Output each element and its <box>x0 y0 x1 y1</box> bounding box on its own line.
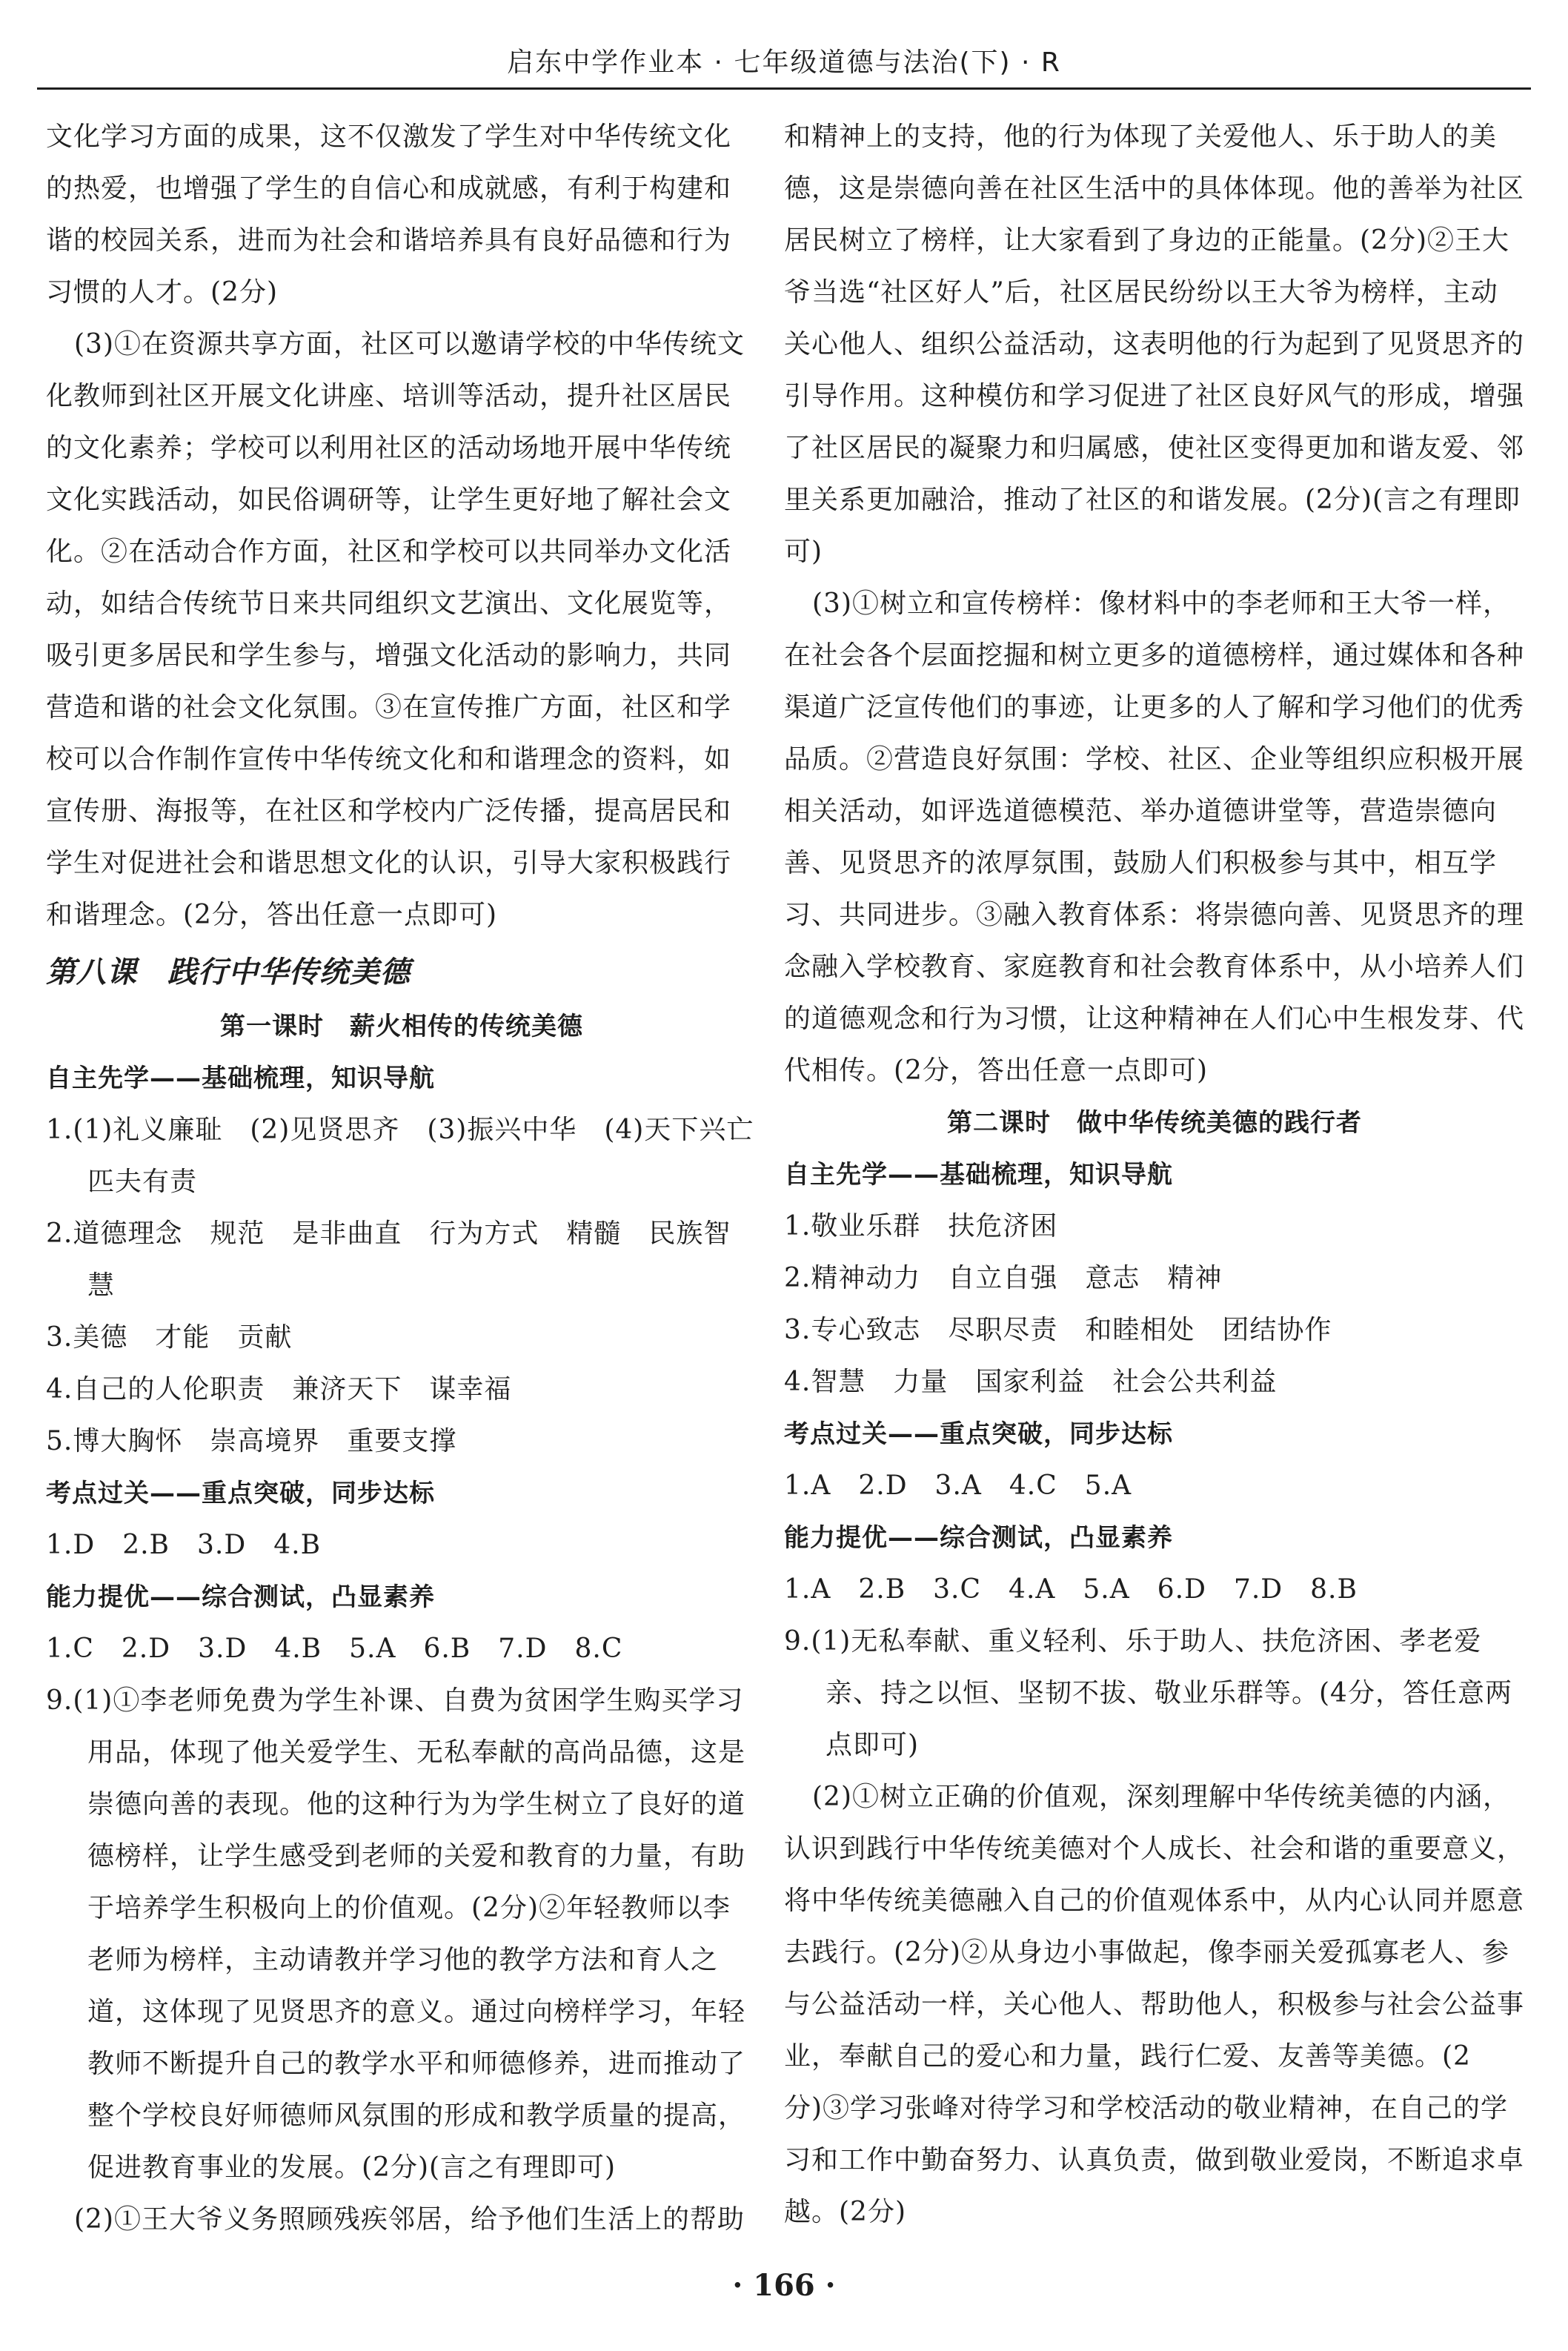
page-header: 启东中学作业本 · 七年级道德与法治(下) · R <box>37 42 1531 90</box>
paragraph: 文化学习方面的成果，这不仅激发了学生对中华传统文化的热爱，也增强了学生的自信心和成就感，有利于构建和谐的校园关系，进而为社会和谐培养具有良好品德和行为习惯的人才。(2分) <box>46 122 732 308</box>
section-heading: 考点过关——重点突破，同步达标 <box>46 1479 435 1508</box>
answer-line: 5.博大胸怀 崇高境界 重要支撑 <box>46 1426 457 1456</box>
answer-line: 2.道德理念 规范 是非曲直 行为方式 精髓 民族智慧 <box>46 1218 731 1301</box>
answer-line: 1.D 2.B 3.D 4.B <box>46 1530 322 1560</box>
answer-line: 1.A 2.D 3.A 4.C 5.A <box>784 1470 1132 1501</box>
section-title: 第一课时 薪火相传的传统美德 <box>220 1012 583 1041</box>
answer-line: 1.(1)礼义廉耻 (2)见贤思齐 (3)振兴中华 (4)天下兴亡 匹夫有责 <box>46 1115 782 1197</box>
left-column <box>46 111 782 2246</box>
answer-line: 4.自己的人伦职责 兼济天下 谋幸福 <box>46 1374 512 1405</box>
answer-paragraph: 9.(1)无私奉献、重义轻利、乐于助人、扶危济困、孝老爱亲、持之以恒、坚韧不拔、敬业乐群等。(4分，答任意两点即可) <box>784 1626 1512 1760</box>
answer-paragraph: 9.(1)①李老师免费为学生补课、自费为贫困学生购买学习用品，体现了他关爱学生、无私奉献的高尚品德，这是崇德向善的表现。他的这种行为为学生树立了良好的道德榜样，让学生感受到老师的关爱和教育的力量，有助于培养学生积极向上的价值观。(2分)②年轻教师以李老师为榜样，主动请教并学习他的教学方法和育人之道，这体现了见贤思齐的意义。通过向榜样学习，年轻教师不断提升自己的教学水平和师德修养，进而推动了整个学校良好师德师风氛围的形成和教学质量的提高，促进教育事业的发展。(2分)(言之有理即可) <box>46 1685 746 2183</box>
answer-line: 3.美德 才能 贡献 <box>46 1322 293 1353</box>
section-heading: 自主先学——基础梳理，知识导航 <box>784 1160 1173 1190</box>
answer-line: 1.敬业乐群 扶危济困 <box>784 1211 1058 1241</box>
section-title: 第二课时 做中华传统美德的践行者 <box>947 1108 1362 1138</box>
answer-paragraph: (2)①树立正确的价值观，深刻理解中华传统美德的内涵，认识到践行中华传统美德对个人成长、社会和谐的重要意义，将中华传统美德融入自己的价值观体系中，从内心认同并愿意去践行。(2分)②从身边小事做起，像李丽关爱孤寡老人、参与公益活动一样，关心他人、帮助他人，积极参与社会公益事业，奉献自己的爱心和力量，践行仁爱、友善等美德。(2分)③学习张峰对待学习和学校活动的敬业精神，在自己的学习和工作中勤奋努力、认真负责，做到敬业爱岗，不断追求卓越。(2分) <box>784 1782 1525 2227</box>
answer-paragraph: (2)①王大爷义务照顾残疾邻居，给予他们生活上的帮助 <box>74 2204 745 2235</box>
answer-line: 3.专心致志 尽职尽责 和睦相处 团结协作 <box>784 1315 1332 1345</box>
right-column <box>784 111 1525 2238</box>
answer-line: 1.C 2.D 3.D 4.B 5.A 6.B 7.D 8.C <box>46 1634 623 1664</box>
paragraph: 和精神上的支持，他的行为体现了关爱他人、乐于助人的美德，这是崇德向善在社区生活中的具体体现。他的善举为社区居民树立了榜样，让大家看到了身边的正能量。(2分)②王大爷当选“社区好人”后，社区居民纷纷以王大爷为榜样，主动关心他人、组织公益活动，这表明他的行为起到了见贤思齐的引导作用。这种模仿和学习促进了社区良好风气的形成，增强了社区居民的凝聚力和归属感，使社区变得更加和谐友爱、邻里关系更加融洽，推动了社区的和谐发展。(2分)(言之有理即可) <box>784 122 1525 567</box>
section-heading: 自主先学——基础梳理，知识导航 <box>46 1064 435 1093</box>
section-heading: 能力提优——综合测试，凸显素养 <box>46 1582 435 1612</box>
paragraph: (3)①树立和宣传榜样：像材料中的李老师和王大爷一样，在社会各个层面挖掘和树立更多的道德榜样，通过媒体和各种渠道广泛宣传他们的事迹，让更多的人了解和学习他们的优秀品质。②营造良好氛围：学校、社区、企业等组织应积极开展相关活动，如评选道德模范、举办道德讲堂等，营造崇德向善、见贤思齐的浓厚氛围，鼓励人们积极参与其中，相互学习、共同进步。③融入教育体系：将崇德向善、见贤思齐的理念融入学校教育、家庭教育和社会教育体系中，从小培养人们的道德观念和行为习惯，让这种精神在人们心中生根发芽、代代相传。(2分，答出任意一点即可) <box>784 588 1525 1086</box>
paragraph: (3)①在资源共享方面，社区可以邀请学校的中华传统文化教师到社区开展文化讲座、培训等活动，提升社区居民的文化素养；学校可以利用社区的活动场地开展中华传统文化实践活动，如民俗调研等，让学生更好地了解社会文化。②在活动合作方面，社区和学校可以共同举办文化活动，如结合传统节日来共同组织文艺演出、文化展览等，吸引更多居民和学生参与，增强文化活动的影响力，共同营造和谐的社会文化氛围。③在宣传推广方面，社区和学校可以合作制作宣传中华传统文化和和谐理念的资料，如宣传册、海报等，在社区和学校内广泛传播，提高居民和学生对促进社会和谐思想文化的认识，引导大家积极践行和谐理念。(2分，答出任意一点即可) <box>46 329 745 930</box>
answer-line: 1.A 2.B 3.C 4.A 5.A 6.D 7.D 8.B <box>784 1574 1358 1605</box>
page-number: · 166 · <box>732 2268 836 2303</box>
answer-line: 2.精神动力 自立自强 意志 精神 <box>784 1263 1223 1293</box>
section-heading: 考点过关——重点突破，同步达标 <box>784 1419 1173 1449</box>
lesson-title: 第八课 践行中华传统美德 <box>46 955 411 989</box>
answer-line: 4.智慧 力量 国家利益 社会公共利益 <box>784 1367 1278 1397</box>
section-heading: 能力提优——综合测试，凸显素养 <box>784 1523 1173 1553</box>
